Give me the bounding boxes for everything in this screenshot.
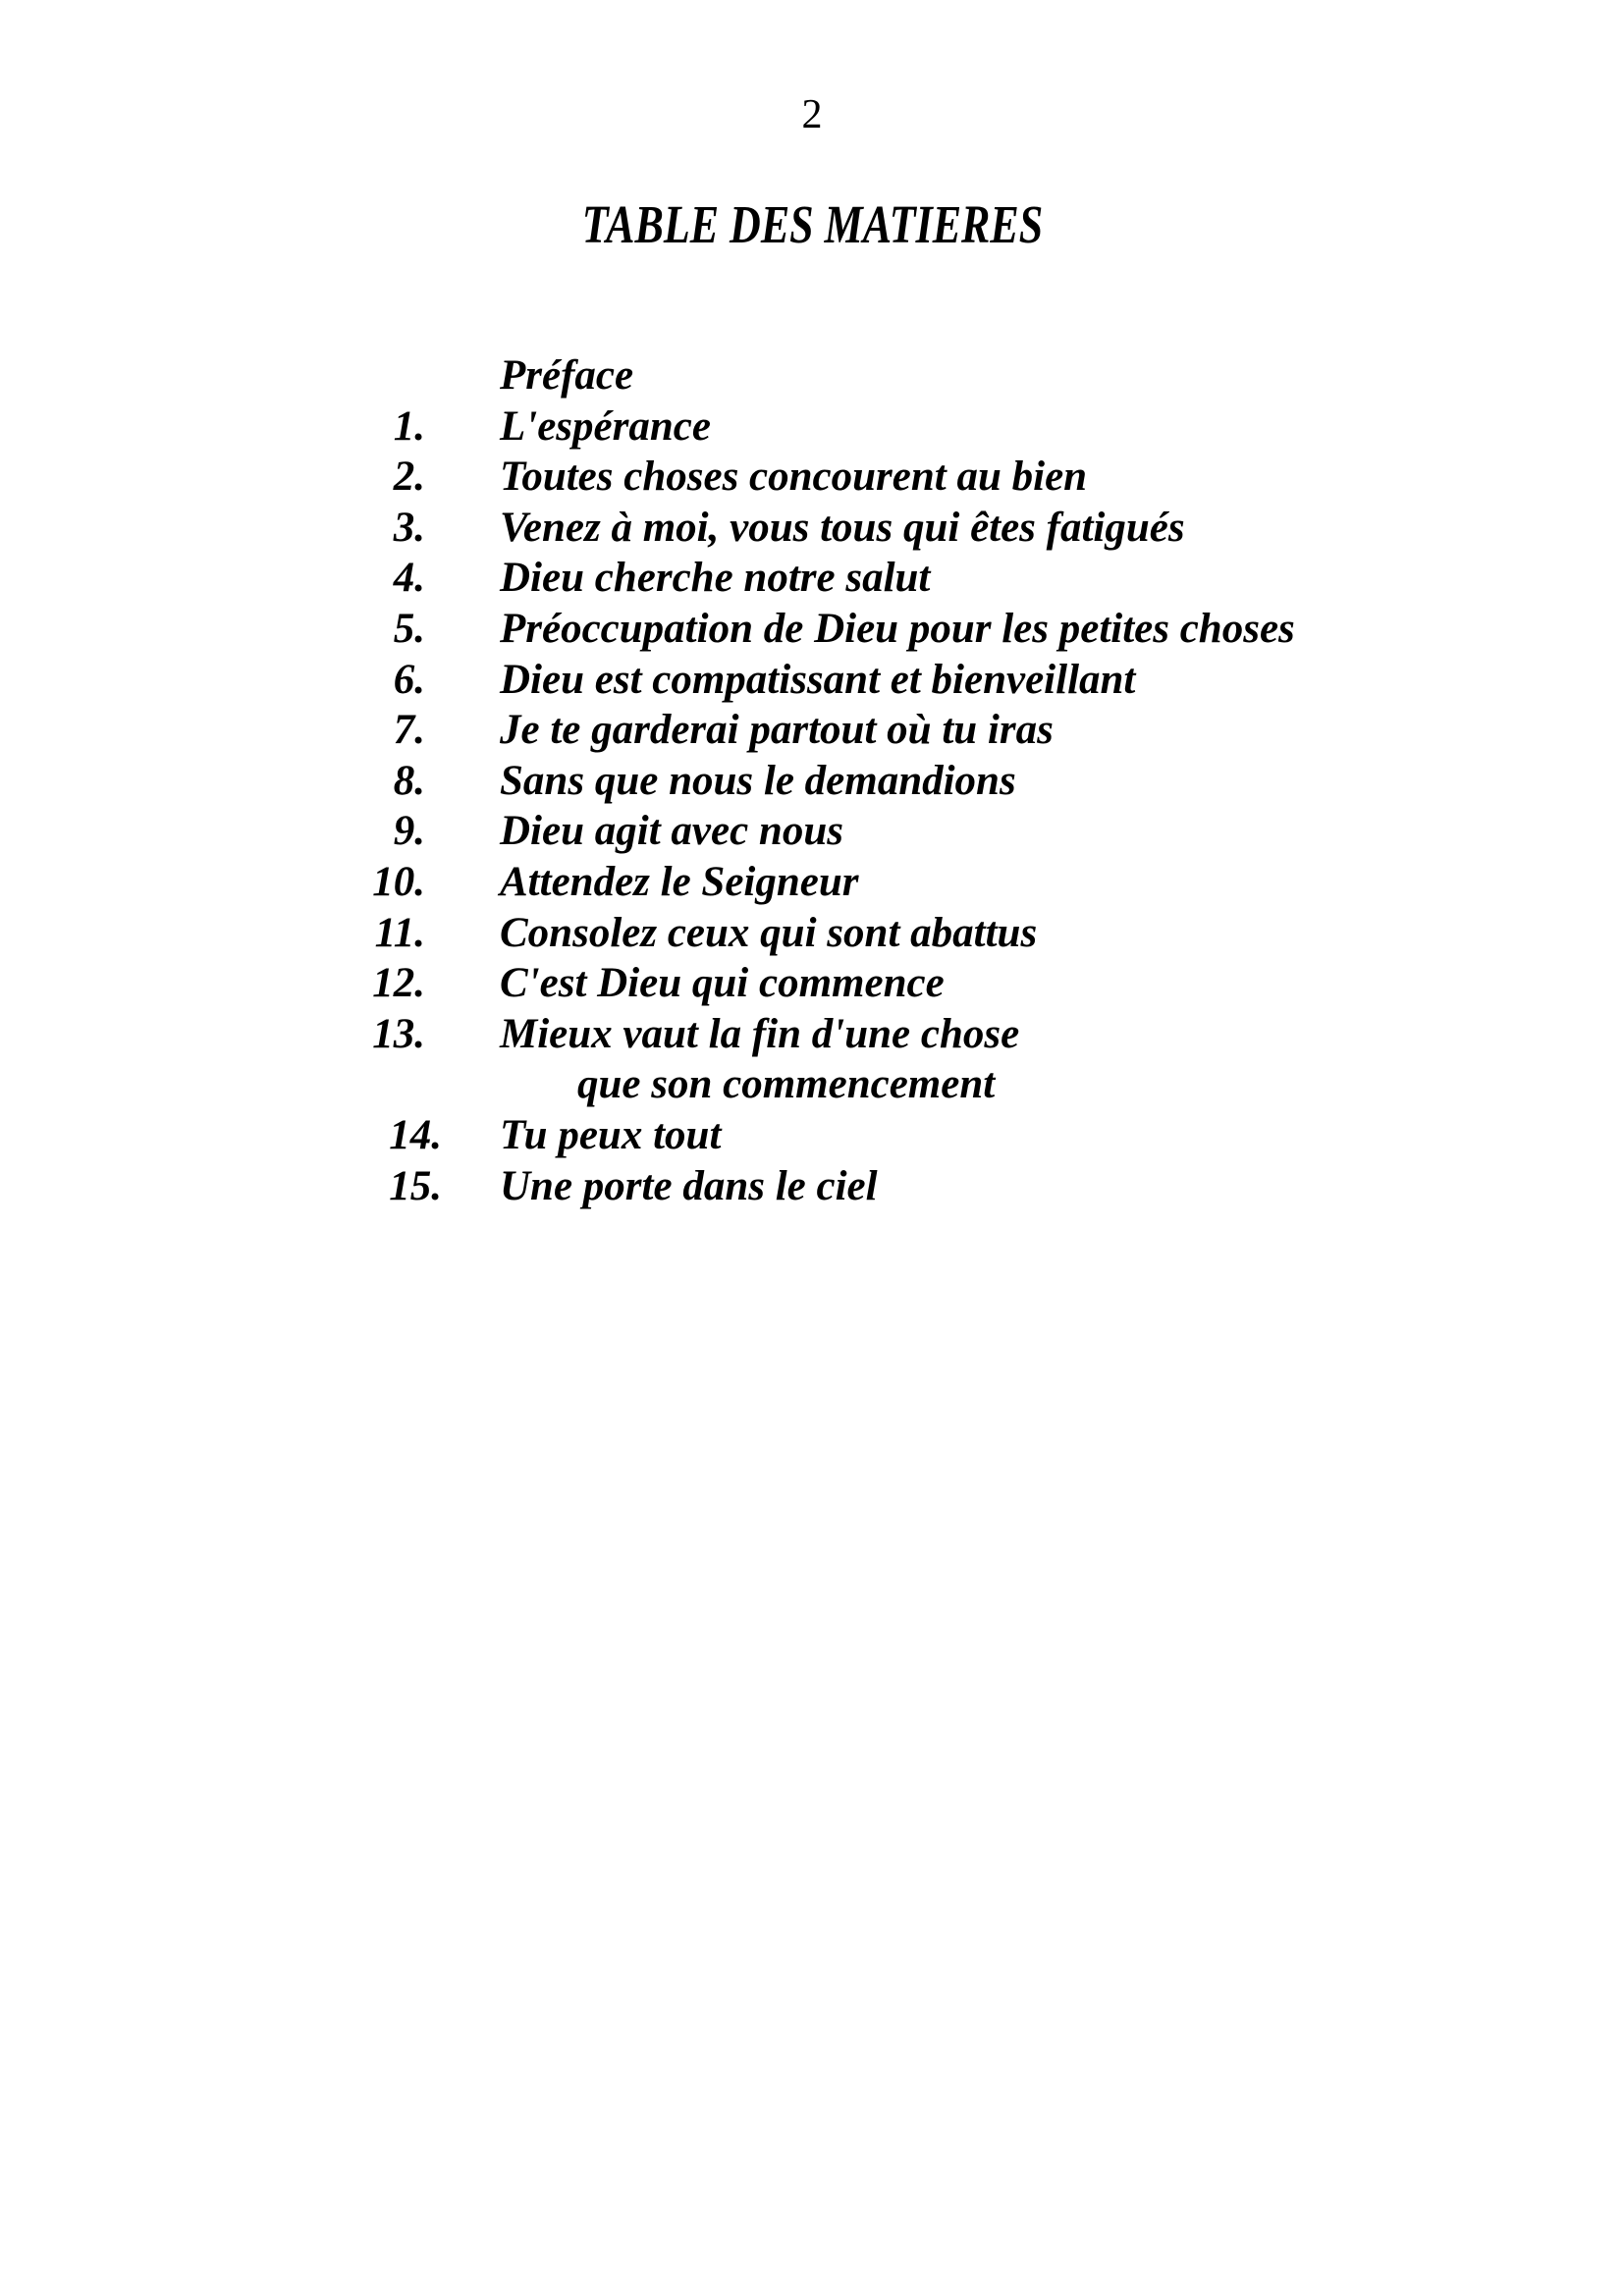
toc-entry-number: 11. xyxy=(374,909,425,956)
toc-entry-title: Préface xyxy=(500,352,634,399)
toc-entry-title: Préoccupation de Dieu pour les petites choses xyxy=(500,605,1295,652)
toc-entry xyxy=(324,857,1624,908)
toc-entry-number: 5. xyxy=(393,605,425,652)
toc-entry-number: 14. xyxy=(389,1111,442,1158)
toc-entry xyxy=(324,401,1624,453)
toc-entry xyxy=(324,1009,1624,1110)
toc-entry xyxy=(324,756,1624,807)
toc-entry-number: 4. xyxy=(393,555,425,602)
toc-entry-title: Mieux vaut la fin d'une chose que son commencement xyxy=(500,1009,1019,1110)
toc-entry-number: 6. xyxy=(393,656,425,703)
toc-entry-title: Consolez ceux qui sont abattus xyxy=(500,909,1038,956)
toc-entry-title: Dieu cherche notre salut xyxy=(500,555,931,602)
toc-entry-title: Toutes choses concourent au bien xyxy=(500,454,1088,501)
toc-entry-title: Dieu est compatissant et bienveillant xyxy=(500,656,1136,703)
toc-entry xyxy=(324,452,1624,503)
toc-entry-number: 3. xyxy=(393,504,425,551)
toc-entry xyxy=(324,908,1624,959)
toc-entry-continuation: que son commencement xyxy=(577,1061,996,1108)
toc-entry xyxy=(324,655,1624,706)
toc-entry xyxy=(324,958,1624,1009)
toc-entry-title: L'espérance xyxy=(500,402,711,450)
toc-entry-number: 8. xyxy=(393,757,425,804)
toc-entry-number: 9. xyxy=(393,808,425,855)
toc-entry xyxy=(324,553,1624,604)
toc-entry xyxy=(324,705,1624,756)
toc-entry-number: 10. xyxy=(372,858,425,905)
toc-entry xyxy=(324,604,1624,655)
toc-entry-title: Tu peux tout xyxy=(500,1111,722,1158)
table-of-contents xyxy=(0,350,1624,1211)
toc-entry-title: C'est Dieu qui commence xyxy=(500,960,945,1007)
toc-entry-number: 13. xyxy=(372,1010,425,1057)
toc-entry xyxy=(324,806,1624,857)
page-title: TABLE DES MATIERES xyxy=(581,194,1043,254)
toc-entry-number: 1. xyxy=(393,402,425,450)
page-number: 2 xyxy=(801,92,823,137)
toc-entry xyxy=(324,350,1624,401)
toc-entry-title: Attendez le Seigneur xyxy=(500,858,859,905)
toc-entry-number: 12. xyxy=(372,960,425,1007)
toc-entry-number: 2. xyxy=(393,454,425,501)
toc-entry-number: 7. xyxy=(393,707,425,754)
toc-entry-number: 15. xyxy=(389,1162,442,1209)
toc-entry xyxy=(324,503,1624,554)
toc-entry-title: Une porte dans le ciel xyxy=(500,1162,878,1209)
toc-entry-title: Je te garderai partout où tu iras xyxy=(500,707,1054,754)
toc-entry-title: Sans que nous le demandions xyxy=(500,757,1016,804)
toc-entry xyxy=(324,1161,1624,1212)
toc-entry-title: Venez à moi, vous tous qui êtes fatigués xyxy=(500,504,1185,551)
toc-entry-title: Dieu agit avec nous xyxy=(500,808,843,855)
page-title-line xyxy=(0,192,1624,257)
toc-entry xyxy=(324,1110,1624,1161)
